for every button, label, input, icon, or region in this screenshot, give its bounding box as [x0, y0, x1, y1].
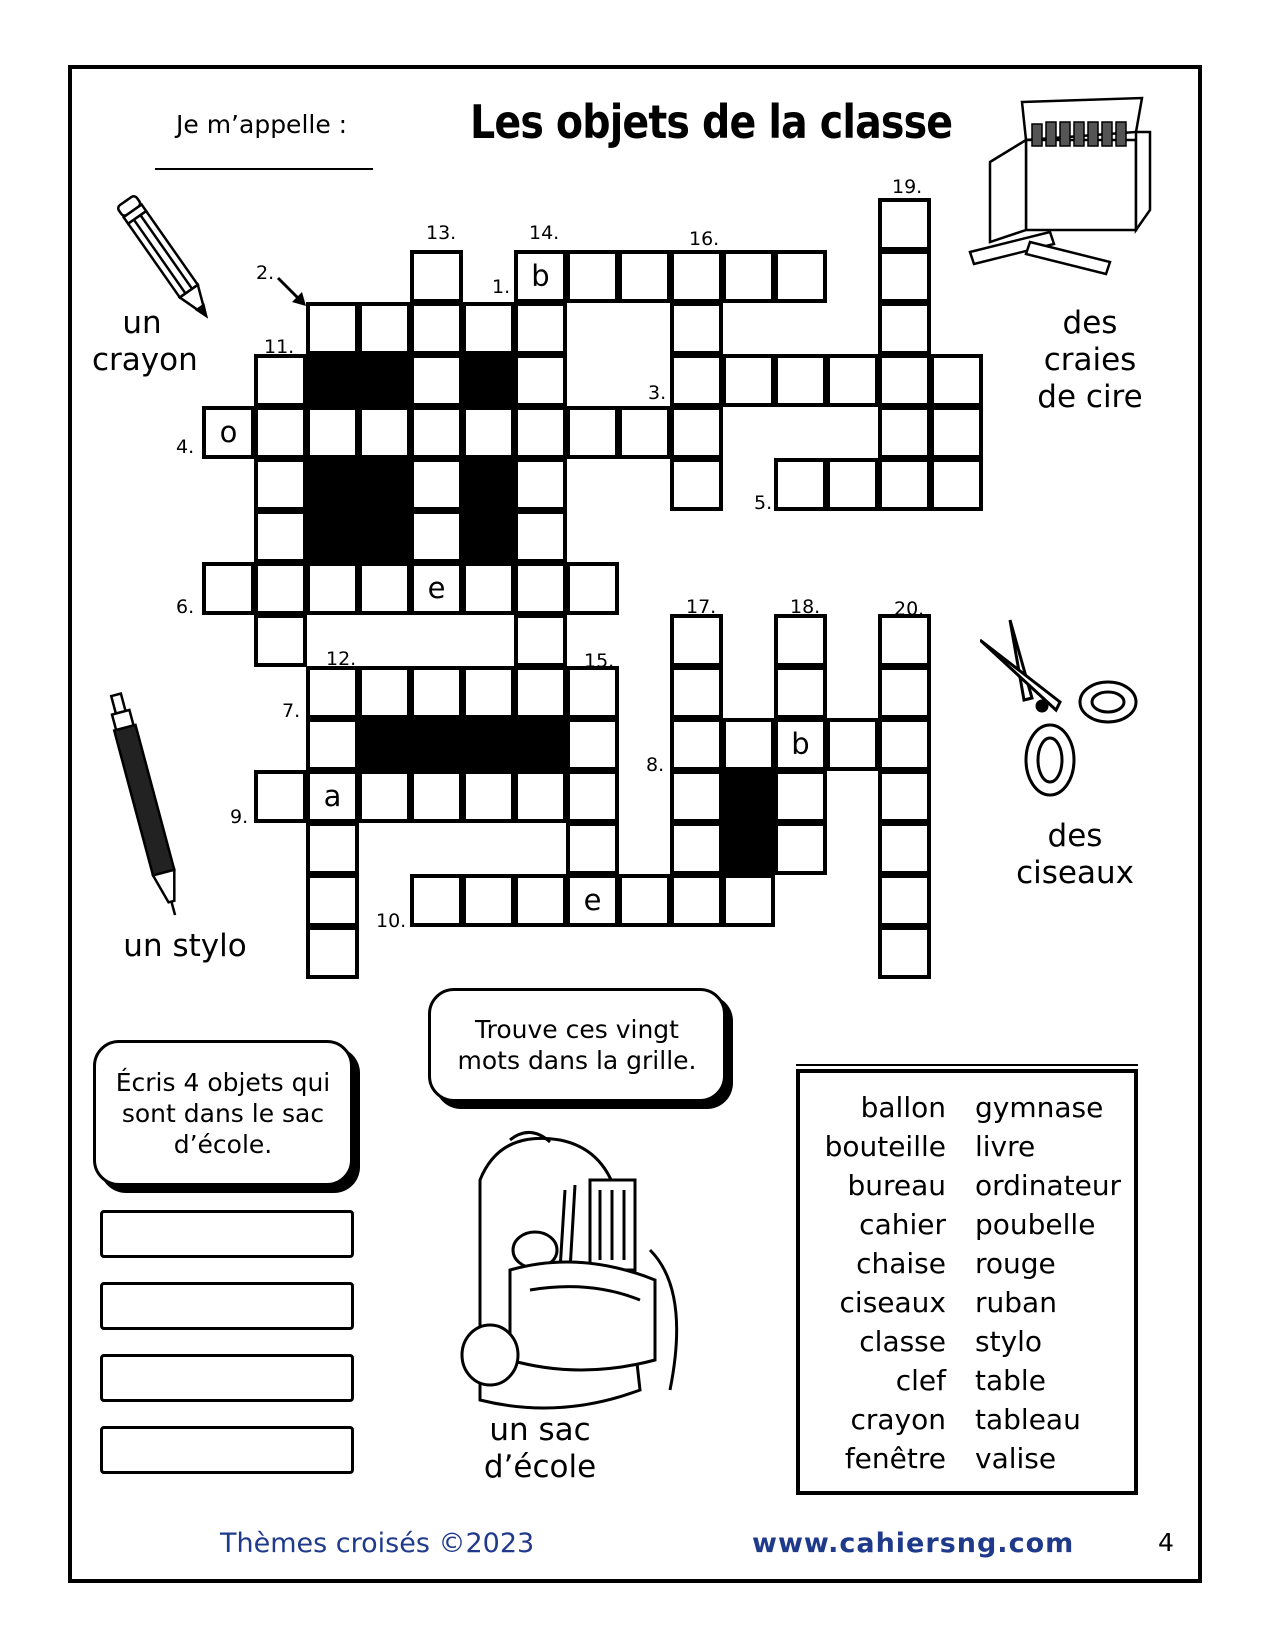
crossword-cell[interactable]: [722, 718, 775, 771]
instruction-write-text: Écris 4 objets qui sont dans le sac d’école.: [115, 1067, 331, 1159]
crossword-cell[interactable]: [514, 874, 567, 927]
crossword-cell[interactable]: [670, 250, 723, 303]
crossword-cell[interactable]: [410, 770, 463, 823]
word-list-item: clef: [895, 1364, 946, 1397]
crossword-cell[interactable]: [306, 926, 359, 979]
caption-craies: des craies de cire: [1037, 305, 1143, 415]
crossword-cell[interactable]: [670, 354, 723, 407]
clue-number-9: 9.: [230, 806, 249, 828]
answer-field-2[interactable]: [100, 1282, 354, 1330]
crayon-box-icon: [960, 92, 1160, 282]
clue-number-4: 4.: [176, 436, 195, 458]
crossword-cell[interactable]: [410, 406, 463, 459]
crossword-cell[interactable]: [878, 406, 931, 459]
crossword-cell[interactable]: [878, 718, 931, 771]
crossword-cell[interactable]: [306, 718, 359, 771]
crossword-cell[interactable]: [566, 770, 619, 823]
crossword-cell[interactable]: [722, 250, 775, 303]
word-list-item: chaise: [856, 1247, 946, 1280]
crossword-cell[interactable]: [566, 822, 619, 875]
crossword-cell[interactable]: [774, 822, 827, 875]
crossword-cell[interactable]: [670, 770, 723, 823]
crossword-cell[interactable]: [306, 666, 359, 719]
crossword-cell[interactable]: [774, 458, 827, 511]
footer-url-link[interactable]: www.cahiersng.com: [752, 1528, 1075, 1559]
arrow-icon: [276, 276, 312, 312]
word-list-item: ciseaux: [839, 1286, 946, 1319]
clue-number-18: 18.: [790, 596, 821, 618]
word-list-item: poubelle: [975, 1208, 1096, 1241]
crossword-cell[interactable]: [670, 458, 723, 511]
crossword-block-cell: [462, 510, 515, 563]
word-list-item: bureau: [847, 1169, 946, 1202]
crossword-cell[interactable]: [930, 406, 983, 459]
clue-number-10: 10.: [376, 910, 407, 932]
crossword-cell[interactable]: [774, 354, 827, 407]
word-list-item: classe: [859, 1325, 946, 1358]
answer-field-1[interactable]: [100, 1210, 354, 1258]
crossword-cell[interactable]: [358, 770, 411, 823]
crossword-cell[interactable]: [514, 302, 567, 355]
clue-number-15: 15.: [584, 650, 615, 672]
crossword-cell[interactable]: [670, 302, 723, 355]
crossword-cell[interactable]: [878, 458, 931, 511]
crossword-cell[interactable]: [774, 666, 827, 719]
crossword-cell[interactable]: [670, 822, 723, 875]
crossword-cell[interactable]: [410, 250, 463, 303]
instruction-find-text: Trouve ces vingt mots dans la grille.: [457, 1015, 697, 1075]
clue-number-5: 5.: [754, 492, 773, 514]
crossword-cell[interactable]: [514, 562, 567, 615]
crossword-cell[interactable]: [774, 770, 827, 823]
crossword-cell[interactable]: e: [566, 874, 619, 927]
crossword-cell[interactable]: [722, 354, 775, 407]
word-list-item: livre: [975, 1130, 1036, 1163]
crossword-block-cell: [462, 354, 515, 407]
crossword-cell[interactable]: [358, 302, 411, 355]
crossword-cell[interactable]: [514, 510, 567, 563]
page-title: Les objets de la classe: [470, 95, 953, 149]
crossword-block-cell: [358, 458, 411, 511]
clue-number-14: 14.: [529, 222, 560, 244]
crossword-cell[interactable]: [878, 354, 931, 407]
crossword-block-cell: [306, 510, 359, 563]
crossword-block-cell: [306, 458, 359, 511]
crossword-cell[interactable]: [306, 302, 359, 355]
crossword-cell[interactable]: [618, 250, 671, 303]
crossword-cell[interactable]: [254, 614, 307, 667]
word-list-item: gymnase: [975, 1091, 1104, 1124]
crossword-cell[interactable]: [670, 614, 723, 667]
word-list-left-column: [806, 1088, 946, 1478]
crossword-cell[interactable]: [358, 406, 411, 459]
word-list-item: ballon: [860, 1091, 946, 1124]
crossword-cell[interactable]: a: [306, 770, 359, 823]
crossword-cell[interactable]: [878, 198, 931, 251]
crossword-cell[interactable]: [202, 562, 255, 615]
crossword-cell[interactable]: [566, 666, 619, 719]
crossword-cell[interactable]: b: [514, 250, 567, 303]
crossword-cell[interactable]: [514, 614, 567, 667]
crossword-cell[interactable]: [670, 666, 723, 719]
crossword-cell[interactable]: [410, 458, 463, 511]
crossword-cell[interactable]: [462, 562, 515, 615]
word-list-item: ordinateur: [975, 1169, 1122, 1202]
crossword-cell[interactable]: [878, 302, 931, 355]
crossword-cell[interactable]: [878, 666, 931, 719]
answer-field-4[interactable]: [100, 1426, 354, 1474]
word-list-item: bouteille: [824, 1130, 946, 1163]
page-number: 4: [1158, 1528, 1174, 1557]
crossword-cell[interactable]: [306, 562, 359, 615]
clue-number-19: 19.: [892, 176, 923, 198]
crossword-cell[interactable]: [410, 874, 463, 927]
caption-sac: un sac d’école: [483, 1412, 597, 1485]
crossword-cell[interactable]: [514, 406, 567, 459]
crossword-cell[interactable]: [566, 718, 619, 771]
crossword-cell[interactable]: [462, 874, 515, 927]
crossword-cell[interactable]: [826, 458, 879, 511]
caption-ciseaux: des ciseaux: [1016, 818, 1134, 891]
crossword-cell[interactable]: b: [774, 718, 827, 771]
word-list-item: valise: [975, 1442, 1057, 1475]
word-list-item: ruban: [975, 1286, 1057, 1319]
crossword-cell[interactable]: [566, 250, 619, 303]
crossword-cell[interactable]: [930, 458, 983, 511]
crossword-cell[interactable]: [514, 354, 567, 407]
instruction-bubble-write: [93, 1040, 353, 1186]
word-list-item: table: [975, 1364, 1046, 1397]
clue-number-20: 20.: [894, 598, 925, 620]
crossword-cell[interactable]: [566, 562, 619, 615]
word-list-item: rouge: [975, 1247, 1056, 1280]
crossword-block-cell: [358, 354, 411, 407]
crossword-cell[interactable]: [254, 510, 307, 563]
crossword-cell[interactable]: o: [202, 406, 255, 459]
crossword-block-cell: [462, 458, 515, 511]
crossword-cell[interactable]: [618, 406, 671, 459]
clue-number-17: 17.: [686, 596, 717, 618]
word-list-item: crayon: [850, 1403, 946, 1436]
crossword-cell[interactable]: [826, 354, 879, 407]
crossword-cell[interactable]: [774, 250, 827, 303]
clue-number-13: 13.: [426, 222, 457, 244]
crossword-block-cell: [514, 718, 567, 771]
clue-number-8: 8.: [646, 754, 665, 776]
word-list-item: fenêtre: [844, 1442, 946, 1475]
crossword-cell[interactable]: [462, 770, 515, 823]
pen-icon: [100, 690, 200, 940]
crossword-cell[interactable]: [878, 926, 931, 979]
caption-stylo: un stylo: [123, 928, 247, 964]
crossword-cell[interactable]: [774, 614, 827, 667]
crossword-cell[interactable]: [254, 406, 307, 459]
crossword-cell[interactable]: [358, 666, 411, 719]
crossword-cell[interactable]: [878, 250, 931, 303]
crossword-cell[interactable]: [306, 874, 359, 927]
word-list-right-column: [975, 1088, 1135, 1478]
clue-number-11: 11.: [264, 336, 295, 358]
crossword-cell[interactable]: [462, 666, 515, 719]
crossword-cell[interactable]: [462, 406, 515, 459]
backpack-icon: [440, 1130, 700, 1430]
crossword-cell[interactable]: [306, 822, 359, 875]
crossword-cell[interactable]: [670, 874, 723, 927]
crossword-cell[interactable]: [878, 822, 931, 875]
crossword-cell[interactable]: [410, 354, 463, 407]
crossword-cell[interactable]: [254, 770, 307, 823]
crossword-cell[interactable]: [306, 406, 359, 459]
caption-crayon: un crayon: [92, 305, 198, 378]
crossword-cell[interactable]: [254, 562, 307, 615]
crossword-cell[interactable]: [254, 458, 307, 511]
crossword-cell[interactable]: [410, 666, 463, 719]
crossword-cell[interactable]: [514, 770, 567, 823]
word-list-item: cahier: [859, 1208, 946, 1241]
crossword-cell[interactable]: [878, 614, 931, 667]
crossword-cell[interactable]: [878, 770, 931, 823]
crossword-cell[interactable]: [514, 666, 567, 719]
clue-number-2: 2.: [256, 262, 275, 284]
crossword-cell[interactable]: [670, 718, 723, 771]
crossword-cell[interactable]: [618, 874, 671, 927]
clue-number-3: 3.: [648, 382, 667, 404]
crossword-block-cell: [358, 718, 411, 771]
crossword-cell[interactable]: [566, 406, 619, 459]
crossword-cell[interactable]: [878, 874, 931, 927]
crossword-block-cell: [462, 718, 515, 771]
crossword-cell[interactable]: [930, 354, 983, 407]
crossword-cell[interactable]: [410, 302, 463, 355]
crossword-cell[interactable]: [670, 406, 723, 459]
crossword-cell[interactable]: [254, 354, 307, 407]
instruction-bubble-find: [428, 988, 726, 1102]
crossword-block-cell: [410, 718, 463, 771]
crossword-block-cell: [306, 354, 359, 407]
crossword-cell[interactable]: [358, 562, 411, 615]
word-list-item: stylo: [975, 1325, 1043, 1358]
word-list-item: tableau: [975, 1403, 1081, 1436]
crossword-block-cell: [722, 770, 775, 823]
crossword-cell[interactable]: [722, 874, 775, 927]
answer-field-3[interactable]: [100, 1354, 354, 1402]
name-label: Je m’appelle :: [176, 110, 348, 139]
crossword-block-cell: [358, 510, 411, 563]
clue-number-7: 7.: [282, 700, 301, 722]
crossword-cell[interactable]: [462, 302, 515, 355]
crossword-cell[interactable]: e: [410, 562, 463, 615]
crossword-cell[interactable]: [826, 718, 879, 771]
clue-number-16: 16.: [689, 228, 720, 250]
scissors-icon: [980, 610, 1150, 810]
crossword-cell[interactable]: [514, 458, 567, 511]
word-list-top-line: [796, 1064, 1138, 1066]
footer-copyright: Thèmes croisés ©2023: [220, 1528, 535, 1559]
clue-number-12: 12.: [326, 648, 357, 670]
crossword-block-cell: [722, 822, 775, 875]
name-answer-line[interactable]: [155, 168, 373, 170]
crossword-cell[interactable]: [410, 510, 463, 563]
clue-number-1: 1.: [492, 276, 511, 298]
clue-number-6: 6.: [176, 596, 195, 618]
